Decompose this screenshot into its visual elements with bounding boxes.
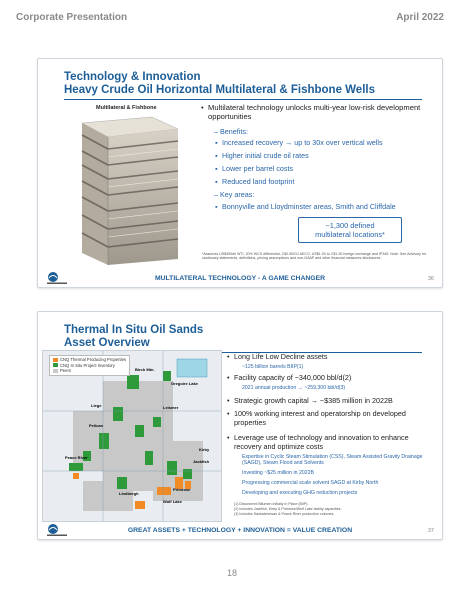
map-label: Primrose	[173, 487, 191, 492]
legend-item: CNQ In Situ Project Inventory	[53, 363, 126, 369]
slide-title-line1: Thermal In Situ Oil Sands	[64, 324, 204, 336]
slide-footer	[38, 525, 442, 539]
benefits-label: – Benefits:	[214, 127, 248, 136]
title-underline	[64, 99, 422, 100]
legend-item: Peers	[53, 368, 126, 374]
bullet: • 100% working interest and operatorship on developed properties	[234, 409, 430, 427]
footer-tagline: MULTILATERAL TECHNOLOGY - A GAME CHANGER	[154, 275, 326, 282]
callout-line2: multilateral locations*	[315, 230, 385, 239]
bullet: • Leverage use of technology and innovation to enhance recovery and optimize costs	[234, 433, 430, 451]
map-label: Lindbergh	[119, 491, 139, 496]
slide-thermal-in-situ[interactable]	[37, 311, 443, 540]
slide-number: 37	[427, 528, 434, 534]
benefit-item: ▪ Higher initial crude oil rates	[222, 151, 309, 160]
map-label: Gregoire Lake	[171, 381, 198, 386]
benefit-item: ▪ Reduced land footprint	[222, 177, 294, 186]
map-legend	[49, 355, 130, 376]
callout-line1: ~1,300 defined	[325, 221, 375, 230]
sub-bullet: ~125 billion barrels BIIP(1)	[242, 364, 304, 370]
sub-bullet: Expertise in Cyclic Steam Stimulation (CSS), Steam Assisted Gravity Drainage (SAGD), Steam Flood and Solvents	[242, 454, 423, 467]
legend-swatch	[53, 369, 58, 373]
benefit-item: ▪ Lower per barrel costs	[222, 164, 293, 173]
footnote: (2) Includes Jackfish, Kirby & Primrose/Wolf Lake facility capacities.	[234, 507, 342, 511]
sub-bullet: 2021 annual production → ~259,300 bbl/d(3)	[242, 385, 346, 391]
map-label: Kirby	[199, 447, 210, 452]
bullet: • Facility capacity of ~340,000 bbl/d(2)	[234, 373, 430, 382]
footnote: (1) Discovered Bitumen Initially in Place (BIIP).	[234, 502, 309, 506]
image-caption: Multilateral & Fishbone	[96, 105, 157, 111]
slide-title-line2: Heavy Crude Oil Horizontal Multilateral & Fishbone Wells	[64, 84, 375, 96]
slide-title-line1: Technology & Innovation	[64, 71, 201, 83]
map-label: Pelican	[89, 423, 104, 428]
map-label: Birch Mtn.	[135, 367, 155, 372]
page-header	[0, 0, 464, 36]
asset-map[interactable]	[42, 350, 222, 522]
legend-swatch	[53, 358, 58, 362]
sub-bullet: Developing and executing GHG reduction projects	[242, 490, 358, 496]
footnote: (3) Includes Saskatchewan & Peace River production volumes.	[234, 512, 335, 516]
map-label: Leismer	[163, 405, 179, 410]
sub-bullet: Progressing commercial scale solvent SAGD at Kirby North	[242, 480, 379, 486]
slide-multilateral[interactable]	[37, 58, 443, 288]
slide-footnote: *Assumes US$45/bbl WTI, 20% WCS differential, C$2.50/GJ AECO, US$1.00 to C$1.30 foreign exchange and IP345. Note: See Advisory for cautionary statements, definitions, pricing assumptions and non-GAAP and other financial measures disclosures.	[202, 252, 427, 261]
locations-callout	[298, 217, 402, 243]
header-right: April 2022	[396, 12, 444, 23]
multilateral-well-diagram	[74, 113, 182, 269]
sub-bullet: Investing ~$25 million in 2022B	[242, 470, 314, 476]
legend-item: CNQ Thermal Producing Properties	[53, 357, 126, 363]
bullet: • Strategic growth capital → ~$385 million in 2022B	[234, 396, 430, 405]
bullet-main: • Multilateral technology unlocks multi-year low-risk development opportunities	[208, 103, 428, 121]
slide-title-line2: Asset Overview	[64, 337, 150, 349]
slide-footer	[38, 273, 442, 287]
map-label: Wolf Lake	[163, 499, 182, 504]
bullet: • Long Life Low Decline assets	[234, 352, 430, 361]
map-label: Peace River	[65, 455, 88, 460]
map-label: Jackfish	[193, 459, 210, 464]
legend-swatch	[53, 363, 58, 367]
footer-tagline: GREAT ASSETS + TECHNOLOGY + INNOVATION = VALUE CREATION	[127, 527, 353, 534]
page-number: 18	[226, 568, 237, 578]
header-left: Corporate Presentation	[16, 12, 128, 23]
key-areas-label: – Key areas:	[214, 190, 255, 199]
benefit-item: ▪ Increased recovery → up to 30x over vertical wells	[222, 138, 383, 147]
slide-number: 36	[427, 276, 434, 282]
key-area-item: ▪ Bonnyville and Lloydminster areas, Smith and Cliffdale	[222, 202, 396, 211]
map-label: Liege	[91, 403, 102, 408]
